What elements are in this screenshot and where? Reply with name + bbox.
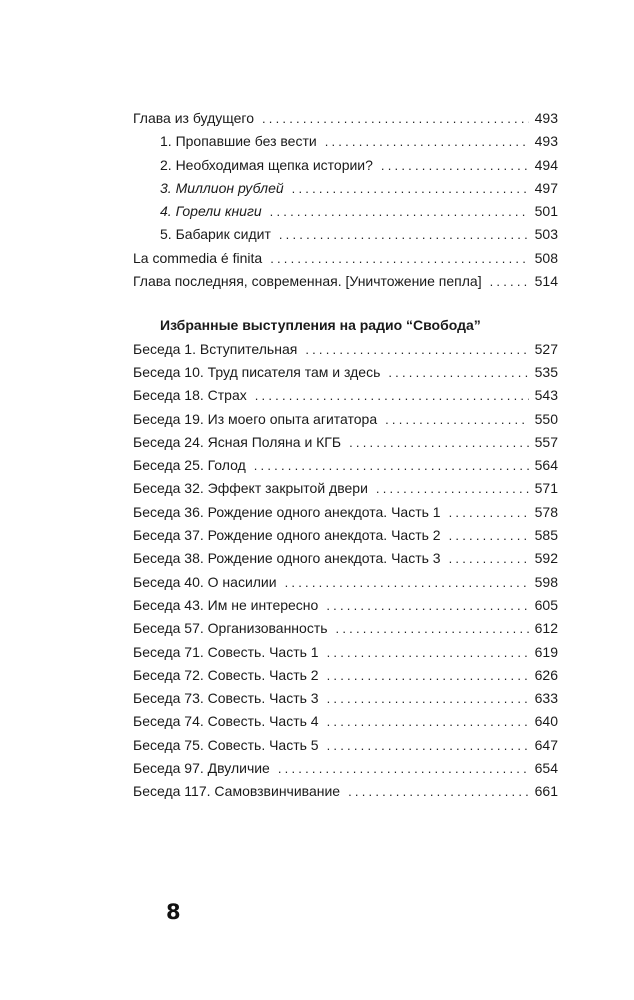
- dot-leader: [327, 664, 529, 687]
- dot-leader: [270, 247, 528, 270]
- toc-entry-title: Глава из будущего: [133, 110, 254, 126]
- dot-leader: [305, 338, 528, 361]
- toc-entry-page: 661: [534, 783, 558, 800]
- toc-group-radio-talks: [133, 338, 558, 804]
- toc-entry-title: Беседа 43. Им не интересно: [133, 596, 319, 613]
- toc-entry-title: 3. Миллион рублей: [160, 179, 284, 196]
- dot-leader: [254, 454, 529, 477]
- toc-entry: [133, 200, 558, 223]
- toc-entry: [133, 223, 558, 246]
- dot-leader: [376, 477, 529, 500]
- toc-entry: [133, 501, 558, 524]
- toc-entry: [133, 734, 558, 757]
- toc-entry-title: Беседа 72. Совесть. Часть 2: [133, 666, 319, 683]
- toc-entry-page: 527: [534, 340, 558, 357]
- dot-leader: [349, 431, 529, 454]
- toc-entry-page: 633: [534, 690, 558, 707]
- dot-leader: [385, 408, 529, 431]
- toc-entry: [133, 710, 558, 733]
- dot-leader: [449, 524, 529, 547]
- toc-entry: [133, 594, 558, 617]
- dot-leader: [278, 757, 529, 780]
- toc-entry: [133, 641, 558, 664]
- toc-entry: [133, 477, 558, 500]
- toc-entry: [133, 408, 558, 431]
- toc-entry: [133, 431, 558, 454]
- toc-entry-page: 605: [534, 596, 558, 613]
- toc-entry-title: Беседа 57. Организованность: [133, 620, 328, 637]
- toc-entry-page: 494: [534, 156, 558, 173]
- toc-entry: [133, 154, 558, 177]
- toc-entry: [133, 247, 558, 270]
- toc-entry-page: 497: [534, 179, 558, 196]
- toc-entry: [133, 617, 558, 640]
- toc-entry: [133, 107, 558, 130]
- dot-leader: [449, 547, 529, 570]
- toc-entry-title: 5. Бабарик сидит: [160, 226, 271, 243]
- toc-entry-page: 535: [534, 363, 558, 380]
- dot-leader: [449, 501, 529, 524]
- page-number: 8: [166, 900, 181, 924]
- toc-entry-title: Беседа 19. Из моего опыта агитатора: [133, 410, 378, 427]
- toc-entry-title: Беседа 71. Совесть. Часть 1: [133, 643, 319, 660]
- toc-entry-title: Беседа 74. Совесть. Часть 4: [133, 713, 319, 730]
- toc-entry-page: 578: [534, 503, 558, 520]
- dot-leader: [262, 107, 529, 130]
- dot-leader: [327, 710, 529, 733]
- toc-entry-page: 550: [534, 410, 558, 427]
- dot-leader: [270, 200, 529, 223]
- toc-entry: [133, 177, 558, 200]
- toc-entry-page: 501: [534, 203, 558, 220]
- toc-entry-page: 654: [534, 760, 558, 777]
- toc-entry-title: Беседа 24. Ясная Поляна и КГБ: [133, 433, 342, 450]
- toc-entry-page: 543: [534, 387, 558, 404]
- table-of-contents: [133, 107, 558, 804]
- toc-entry: [133, 780, 558, 803]
- toc-entry-page: 564: [534, 457, 558, 474]
- toc-entry-title: Беседа 73. Совесть. Часть 3: [133, 690, 319, 707]
- toc-entry: [133, 757, 558, 780]
- toc-entry: [133, 687, 558, 710]
- dot-leader: [336, 617, 529, 640]
- toc-entry-page: 585: [534, 527, 558, 544]
- toc-entry: [133, 524, 558, 547]
- toc-entry: [133, 664, 558, 687]
- toc-entry-page: 514: [534, 273, 558, 290]
- toc-entry-title: 2. Необходимая щепка истории?: [160, 156, 373, 173]
- toc-group-chapters: [133, 107, 558, 293]
- toc-entry-title: Беседа 117. Самовзвинчивание: [133, 783, 341, 800]
- toc-entry-title: Беседа 25. Голод: [133, 457, 246, 474]
- dot-leader: [325, 130, 529, 153]
- toc-entry-title: 1. Пропавшие без вести: [160, 133, 317, 150]
- dot-leader: [388, 361, 528, 384]
- toc-entry: [133, 454, 558, 477]
- toc-entry: [133, 338, 558, 361]
- dot-leader: [327, 734, 529, 757]
- toc-entry-page: 619: [534, 643, 558, 660]
- toc-entry-page: 640: [534, 713, 558, 730]
- toc-entry-page: 493: [534, 110, 558, 126]
- toc-entry-title: 4. Горели книги: [160, 203, 262, 220]
- toc-entry-page: 493: [534, 133, 558, 150]
- dot-leader: [255, 384, 529, 407]
- toc-entry-page: 626: [534, 666, 558, 683]
- toc-entry-page: 612: [534, 620, 558, 637]
- dot-leader: [490, 270, 529, 293]
- toc-entry-title: Беседа 1. Вступительная: [133, 340, 298, 357]
- dot-leader: [327, 641, 529, 664]
- dot-leader: [348, 780, 529, 803]
- toc-entry-title: Беседа 40. О насилии: [133, 573, 277, 590]
- dot-leader: [327, 687, 529, 710]
- toc-entry-page: 592: [534, 550, 558, 567]
- section-gap: [133, 293, 558, 314]
- dot-leader: [326, 594, 528, 617]
- section-heading: Избранные выступления на радио “Свобода”: [160, 317, 481, 334]
- toc-entry: [133, 547, 558, 570]
- toc-entry: [133, 270, 558, 293]
- toc-entry: [133, 130, 558, 153]
- toc-entry-page: 571: [534, 480, 558, 497]
- toc-entry-title: Беседа 18. Страх: [133, 387, 247, 404]
- toc-entry-page: 557: [534, 433, 558, 450]
- toc-entry-title: Беседа 37. Рождение одного анекдота. Часть 2: [133, 527, 441, 544]
- toc-entry-title: Беседа 36. Рождение одного анекдота. Часть 1: [133, 503, 441, 520]
- toc-entry-title: Беседа 10. Труд писателя там и здесь: [133, 363, 381, 380]
- toc-entry: [133, 571, 558, 594]
- toc-entry-page: 647: [534, 736, 558, 753]
- toc-entry-title: Беседа 75. Совесть. Часть 5: [133, 736, 319, 753]
- toc-entry-title: Беседа 97. Двуличие: [133, 760, 270, 777]
- dot-leader: [381, 154, 529, 177]
- toc-entry-page: 598: [534, 573, 558, 590]
- toc-entry-title: La commedia é finita: [133, 249, 263, 266]
- dot-leader: [285, 571, 529, 594]
- toc-entry-title: Глава последняя, современная. [Уничтожение пепла]: [133, 273, 482, 290]
- dot-leader: [292, 177, 529, 200]
- toc-entry-page: 508: [534, 249, 558, 266]
- toc-entry-title: Беседа 38. Рождение одного анекдота. Часть 3: [133, 550, 441, 567]
- toc-entry: [133, 384, 558, 407]
- toc-entry-title: Беседа 32. Эффект закрытой двери: [133, 480, 368, 497]
- dot-leader: [279, 223, 529, 246]
- toc-entry-page: 503: [534, 226, 558, 243]
- toc-entry: [133, 361, 558, 384]
